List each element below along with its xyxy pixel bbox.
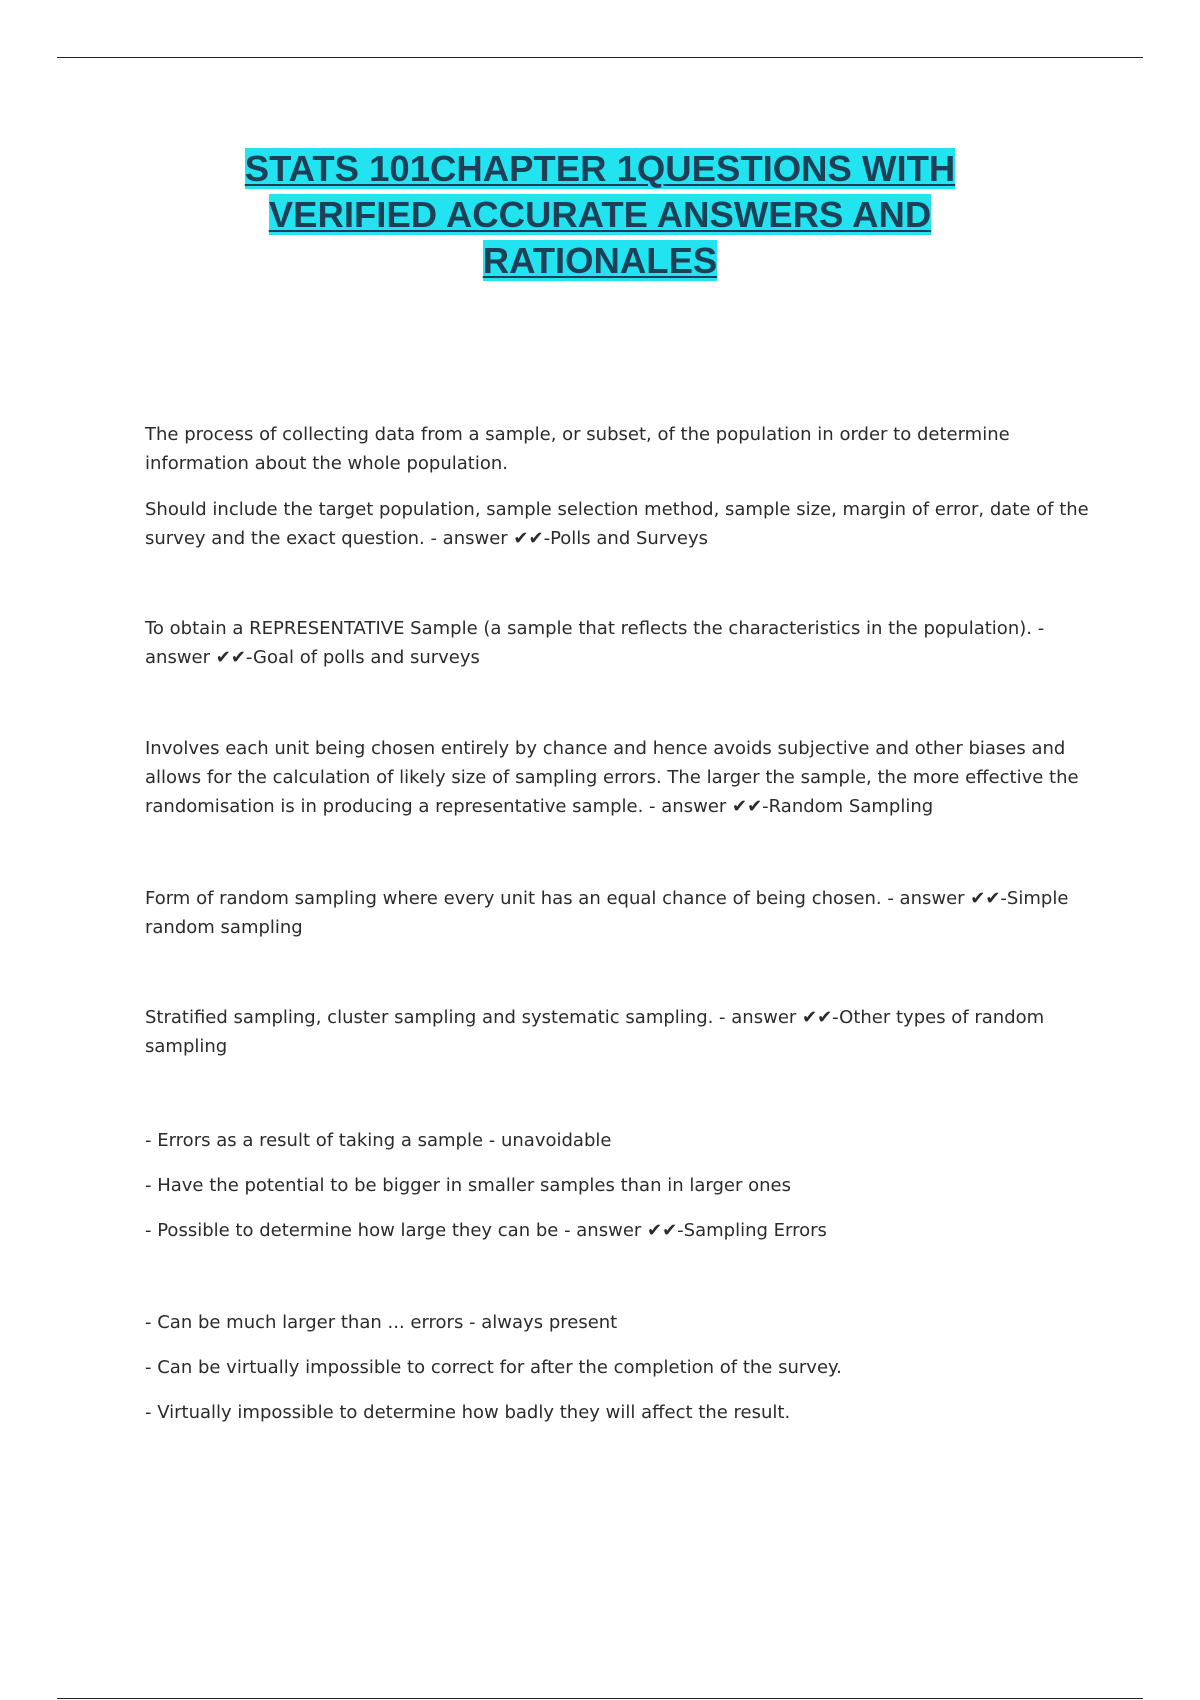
question-text: The process of collecting data from a sample, or subset, of the population in order to determine information about the whole population.	[145, 424, 1010, 474]
bullet-line: - Virtually impossible to determine how badly they will affect the result.	[145, 1402, 791, 1423]
qa-block-other-random-sampling	[145, 1003, 1090, 1078]
qa-block-non-sampling-errors	[145, 1308, 1090, 1444]
bullet-line: - Errors as a result of taking a sample - unavoidable	[145, 1130, 612, 1151]
document-title	[100, 146, 1100, 284]
bullet-answer-line: - Possible to determine how large they can be - answer ✔✔-Sampling Errors	[145, 1220, 827, 1241]
qa-block-polls-and-surveys	[145, 420, 1090, 570]
question-answer: Form of random sampling where every unit has an equal chance of being chosen. - answer ✔✔-Simple random sampling	[145, 888, 1069, 938]
qa-block-goal-of-polls	[145, 614, 1090, 689]
bullet-line: - Have the potential to be bigger in smaller samples than in larger ones	[145, 1175, 791, 1196]
title-line-2: VERIFIED ACCURATE ANSWERS AND	[268, 194, 932, 235]
qa-block-simple-random-sampling	[145, 884, 1090, 959]
qa-block-random-sampling	[145, 734, 1090, 838]
bullet-line: - Can be much larger than ... errors - always present	[145, 1312, 618, 1333]
question-answer: To obtain a REPRESENTATIVE Sample (a sample that reflects the characteristics in the population). - answer ✔✔-Goal of polls and surveys	[145, 618, 1045, 668]
bottom-divider	[57, 1698, 1143, 1699]
question-answer: Stratified sampling, cluster sampling and systematic sampling. - answer ✔✔-Other types of random sampling	[145, 1007, 1045, 1057]
question-answer: Should include the target population, sample selection method, sample size, margin of error, date of the survey and the exact question. - answer ✔✔-Polls and Surveys	[145, 499, 1089, 549]
question-answer: Involves each unit being chosen entirely by chance and hence avoids subjective and other biases and allows for the calculation of likely size of sampling errors. The larger the sample, the more effective the randomisation is in producing a representative sample. - answer ✔✔-Random Sampling	[145, 738, 1079, 817]
title-line-1: STATS 101CHAPTER 1QUESTIONS WITH	[244, 148, 956, 189]
qa-block-sampling-errors	[145, 1126, 1090, 1262]
bullet-line: - Can be virtually impossible to correct for after the completion of the survey.	[145, 1357, 842, 1378]
top-divider	[57, 57, 1143, 58]
title-line-3: RATIONALES	[482, 240, 718, 281]
